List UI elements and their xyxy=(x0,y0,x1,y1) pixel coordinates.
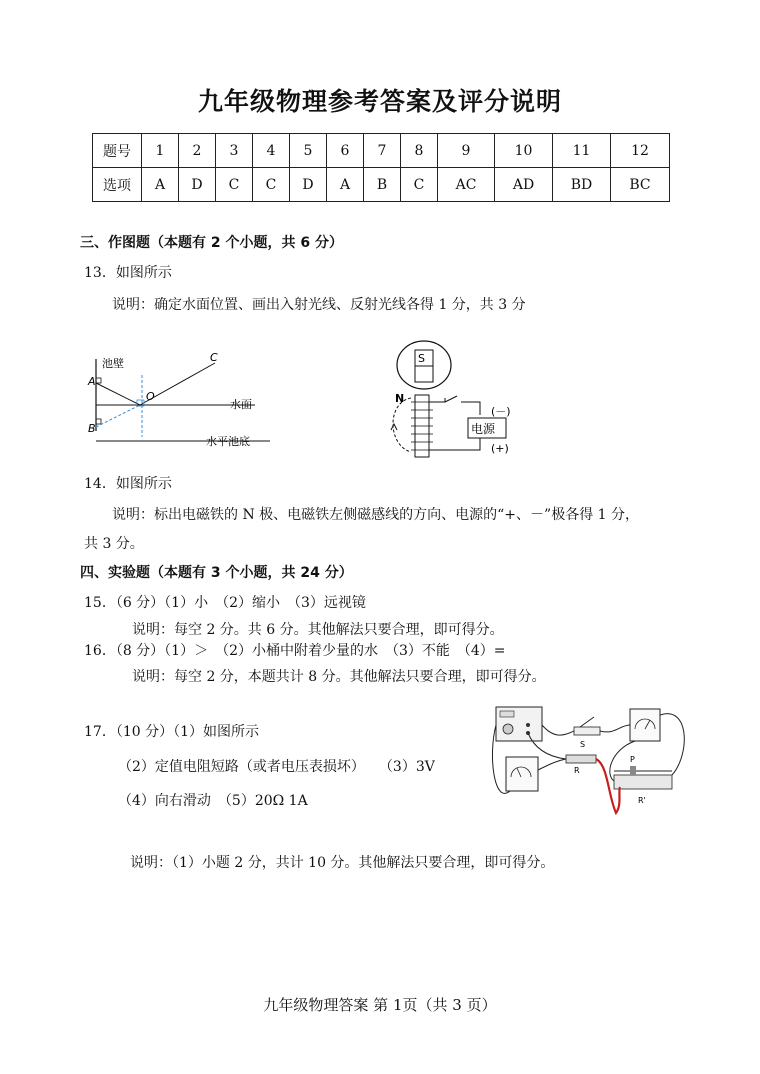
label-water-surface: 水面 xyxy=(230,398,252,411)
question-16-note: 说明：每空 2 分，本题共计 8 分。其他解法只要合理，即可得分。 xyxy=(132,669,546,685)
optics-diagram xyxy=(80,345,280,455)
table-cell: C xyxy=(253,168,290,202)
label-minus: (－) xyxy=(491,405,511,418)
table-cell: D xyxy=(179,168,216,202)
circuit-diagram xyxy=(490,695,690,820)
table-cell: 4 xyxy=(253,134,290,168)
question-14-note: 说明：标出电磁铁的 N 极、电磁铁左侧磁感线的方向、电源的“+、－”极各得 1 分， xyxy=(112,507,640,523)
table-cell: AD xyxy=(495,168,553,202)
question-17-line2: （2）定值电阻短路（或者电压表损坏） （3）3V xyxy=(118,759,435,775)
table-cell: C xyxy=(216,168,253,202)
electromagnet-diagram xyxy=(385,340,525,465)
section-heading: 四、实验题（本题有 3 个小题，共 24 分） xyxy=(80,565,353,581)
table-cell: 7 xyxy=(364,134,401,168)
table-cell: BC xyxy=(611,168,670,202)
table-cell: C xyxy=(401,168,438,202)
table-cell: 9 xyxy=(438,134,495,168)
label-switch: S xyxy=(580,740,586,749)
table-cell: 12 xyxy=(611,134,670,168)
label-a: A xyxy=(88,375,96,388)
question-14-note-cont: 共 3 分。 xyxy=(84,536,144,552)
question-17: 17．（10 分）（1）如图所示 xyxy=(84,724,259,740)
section-heading: 三、作图题（本题有 2 个小题，共 6 分） xyxy=(80,235,343,251)
question-13-note: 说明：确定水面位置、画出入射光线、反射光线各得 1 分，共 3 分 xyxy=(112,297,526,313)
page-title: 九年级物理参考答案及评分说明 xyxy=(197,87,562,116)
question-16: 16．（8 分）（1）＞ （2）小桶中附着少量的水 （3）不能 （4）= xyxy=(84,643,506,659)
question-17-line3: （4）向右滑动 （5）20Ω 1A xyxy=(118,793,308,809)
table-cell: 6 xyxy=(327,134,364,168)
table-cell: AC xyxy=(438,168,495,202)
table-cell: 5 xyxy=(290,134,327,168)
table-header-cell: 选项 xyxy=(93,168,142,202)
label-wall: 池壁 xyxy=(102,357,124,370)
table-header-cell: 题号 xyxy=(93,134,142,168)
label-b: B xyxy=(88,422,96,435)
label-c: C xyxy=(210,351,218,364)
label-power-source: 电源 xyxy=(471,422,496,436)
label-pool-bottom: 水平池底 xyxy=(206,435,250,448)
table-cell: 2 xyxy=(179,134,216,168)
table-cell: A xyxy=(142,168,179,202)
table-cell: D xyxy=(290,168,327,202)
page-footer: 九年级物理答案 第 1页（共 3 页） xyxy=(263,996,497,1014)
answer-table xyxy=(92,133,670,202)
label-n-pole: N xyxy=(395,392,405,405)
label-resistor: R xyxy=(574,766,580,775)
question-15-note: 说明：每空 2 分。共 6 分。其他解法只要合理，即可得分。 xyxy=(132,622,504,638)
table-cell: 1 xyxy=(142,134,179,168)
table-cell: B xyxy=(364,168,401,202)
question-14: 14．如图所示 xyxy=(84,476,172,492)
table-cell: 8 xyxy=(401,134,438,168)
table-cell: 11 xyxy=(553,134,611,168)
label-s-pole: S xyxy=(418,352,425,365)
table-cell: 3 xyxy=(216,134,253,168)
label-o: O xyxy=(146,390,155,403)
table-row xyxy=(93,168,670,202)
table-row xyxy=(93,134,670,168)
question-13: 13．如图所示 xyxy=(84,265,172,281)
label-rheostat: R' xyxy=(638,796,646,805)
table-cell: A xyxy=(327,168,364,202)
label-plus: (+) xyxy=(491,442,509,455)
table-cell: BD xyxy=(553,168,611,202)
table-cell: 10 xyxy=(495,134,553,168)
question-15: 15．（6 分）（1）小 （2）缩小 （3）远视镜 xyxy=(84,595,366,611)
label-slider-p: P xyxy=(630,755,635,764)
question-17-note: 说明：（1）小题 2 分，共计 10 分。其他解法只要合理，即可得分。 xyxy=(130,855,555,871)
